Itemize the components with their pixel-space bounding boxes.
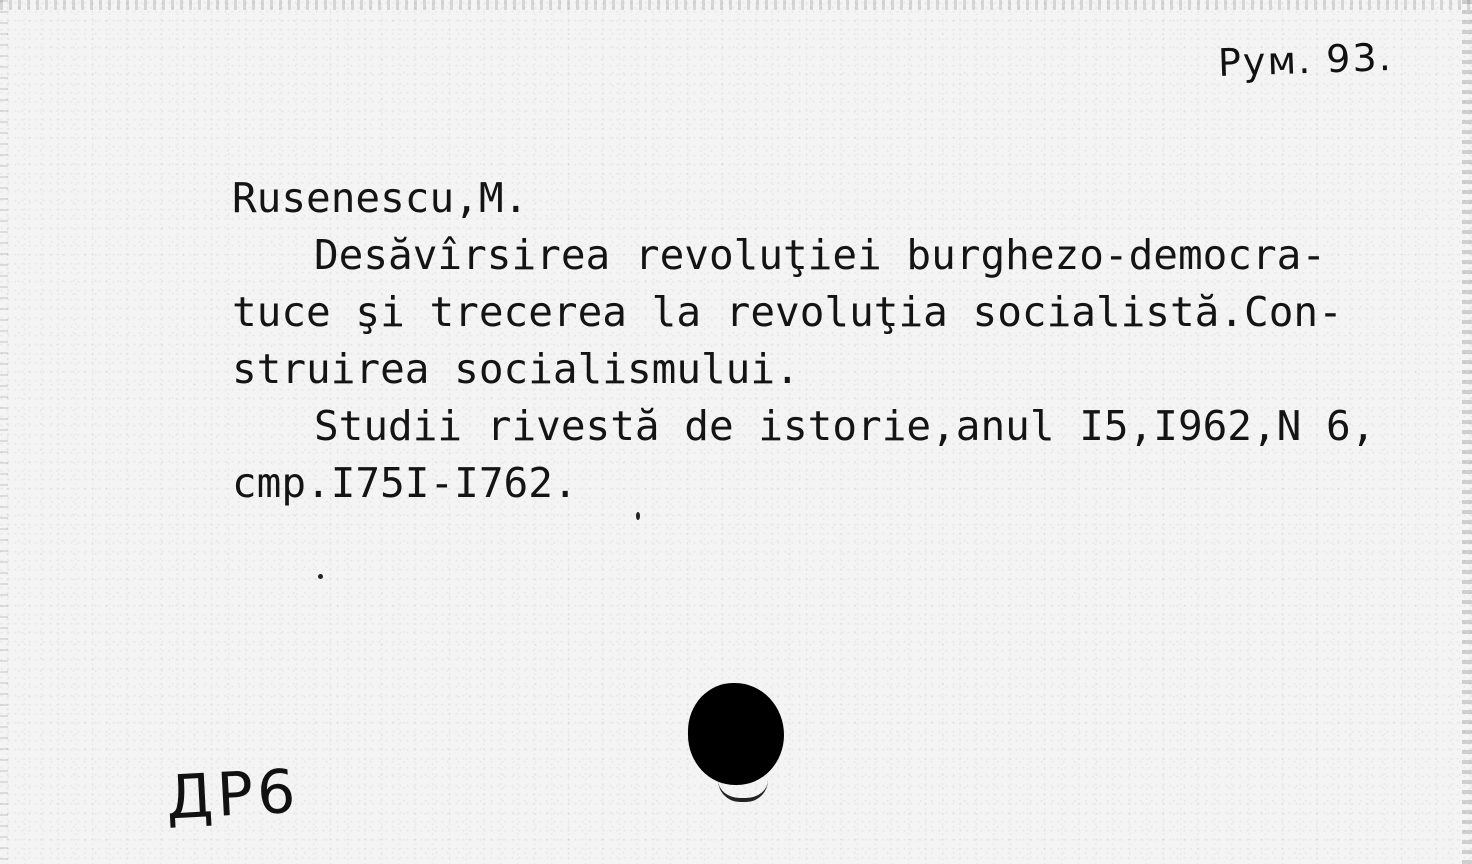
author-line: Rusenescu,M. [232, 174, 529, 222]
ink-speck [318, 574, 323, 579]
source-line-2: cmp.I75I-I762. [232, 459, 578, 507]
card-edge-top [0, 0, 1472, 10]
corner-code: ДР6 [164, 756, 301, 834]
bibliographic-entry [232, 170, 1452, 512]
source-line-1: Studii rivestă de istorie,anul I5,I962,N 6, [314, 402, 1376, 450]
punch-hole [688, 683, 784, 785]
title-line-2: tuce şi trecerea la revoluţia socialistă.Con- [232, 288, 1343, 336]
punch-hole-mark [718, 780, 768, 802]
shelf-mark: Рум. 93. [1217, 34, 1394, 86]
ink-speck [636, 512, 640, 520]
title-line-3: struirea socialismului. [232, 345, 800, 393]
card-edge-right [1462, 0, 1472, 864]
title-line-1: Desăvîrsirea revoluţiei burghezo-democra- [314, 231, 1327, 279]
card-edge-left [0, 0, 8, 864]
